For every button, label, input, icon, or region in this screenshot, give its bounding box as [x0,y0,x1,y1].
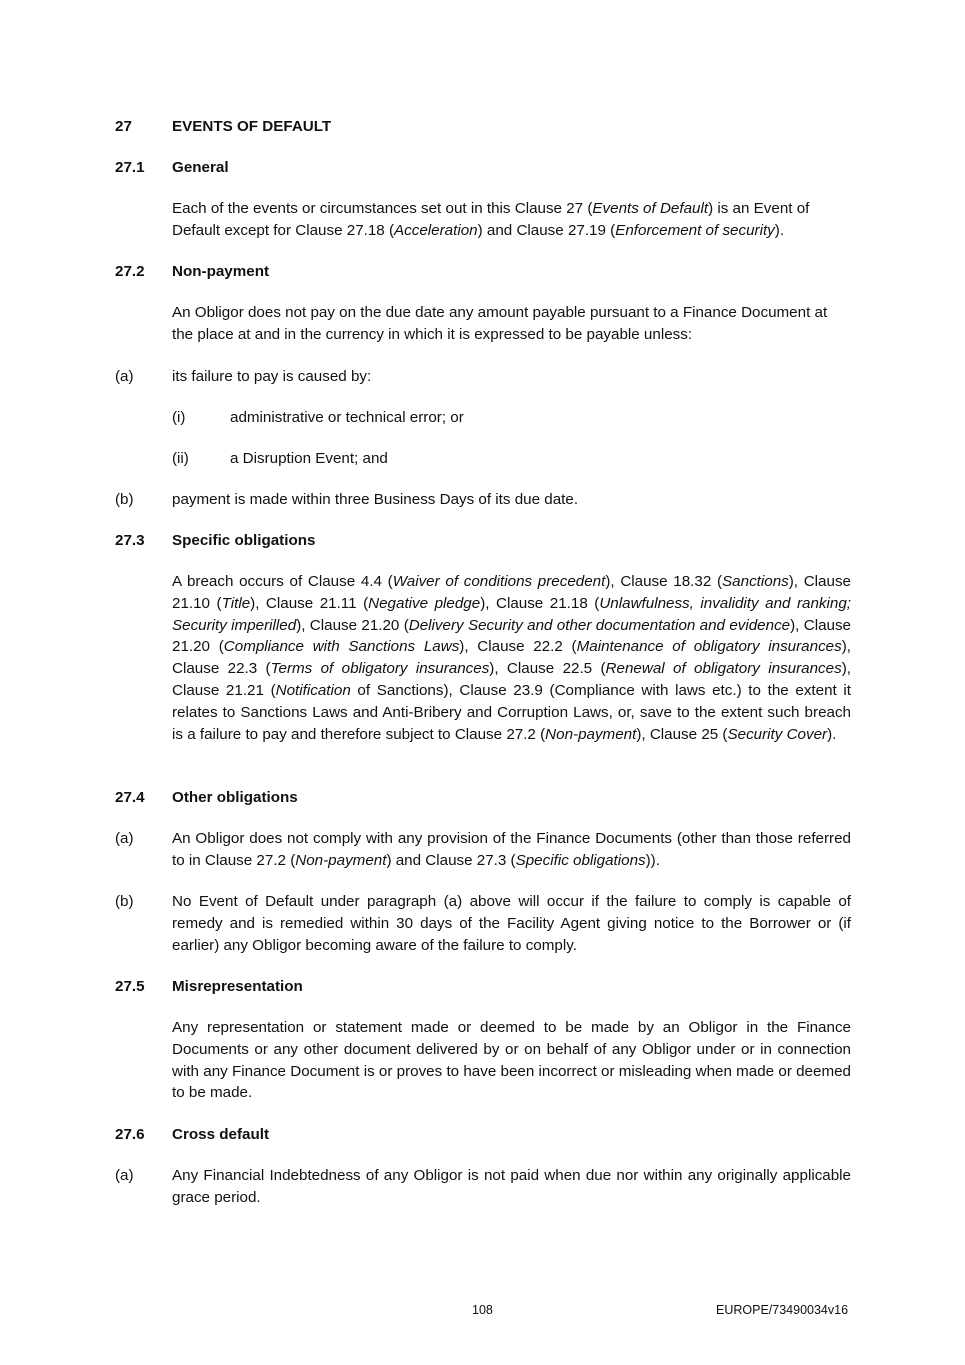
list-text: a Disruption Event; and [230,450,388,467]
section-number: 27.6 [115,1126,145,1143]
list-label: (b) [115,491,134,508]
list-item-b-text: No Event of Default under paragraph (a) above will occur if the failure to comply is capable of remedy and is remedied within 30 days of the Facility Agent giving notice to the Borrower or (if earlier) any Obligor becoming aware of the failure to comply. [172,893,851,954]
list-text: administrative or technical error; or [230,409,464,426]
section-number: 27.1 [115,159,145,176]
list-label: (a) [115,1167,134,1184]
section-number: 27.4 [115,789,145,806]
section-title: Specific obligations [172,532,316,549]
list-label: (ii) [172,450,189,467]
section-number: 27.2 [115,263,145,280]
section-title: Misrepresentation [172,978,303,995]
section-number: 27.5 [115,978,145,995]
paragraph-27-3: A breach occurs of Clause 4.4 (Waiver of conditions precedent), Clause 18.32 (Sanctions), Clause 21.10 (Title), Clause 21.11 (Negative pledge), Clause 21.18 (Unlawfulness, invalidity and ranking; Security imperilled), Clause 21.20 (Delivery Security and other documentation and evidence), Clause 21.20 (Compliance with Sanctions Laws), Clause 22.2 (Maintenance of obligatory insurances), Clause 22.3 (Terms of obligatory insurances), Clause 22.5 (Renewal of obligatory insurances), Clause 21.21 (Notification of Sanctions), Clause 23.9 (Compliance with laws etc.) to the extent it relates to Sanctions Laws and Anti-Bribery and Corruption Laws, or, save to the extent such breach is a failure to pay and therefore subject to Clause 27.2 (Non-payment), Clause 25 (Security Cover). [172,573,851,743]
section-title: Other obligations [172,789,298,806]
section-number: 27.3 [115,532,145,549]
document-reference: EUROPE/73490034v16 [716,1303,849,1317]
section-title: Cross default [172,1126,270,1143]
list-label: (a) [115,368,134,385]
list-text: payment is made within three Business Days of its due date. [172,491,579,508]
paragraph-27-5: Any representation or statement made or deemed to be made by an Obligor in the Finance Documents or any other document delivered by or on behalf of any Obligor under or in connection with any Finance Document is or proves to have been incorrect or misleading when made or deemed to be made. [172,1019,851,1102]
paragraph-27-1: Each of the events or circumstances set out in this Clause 27 (Events of Default) is an Event of Default except for Clause 27.18 (Acceleration) and Clause 27.19 (Enforcement of security). [172,200,810,239]
list-item-a-text: An Obligor does not comply with any provision of the Finance Documents (other than those referred to in Clause 27.2 (Non-payment) and Clause 27.3 (Specific obligations)). [172,830,851,869]
list-text: its failure to pay is caused by: [172,368,372,385]
page-number: 108 [472,1303,493,1317]
section-title: Non-payment [172,263,270,280]
list-label: (b) [115,893,134,910]
list-label: (i) [172,409,186,426]
clause-title: EVENTS OF DEFAULT [172,118,332,135]
section-title: General [172,159,229,176]
paragraph-27-2: An Obligor does not pay on the due date any amount payable pursuant to a Finance Document at the place at and in the currency in which it is expressed to be payable unless: [172,304,828,343]
clause-number: 27 [115,118,132,135]
list-label: (a) [115,830,134,847]
list-item-a-text: Any Financial Indebtedness of any Obligor is not paid when due nor within any originally applicable grace period. [172,1167,851,1206]
